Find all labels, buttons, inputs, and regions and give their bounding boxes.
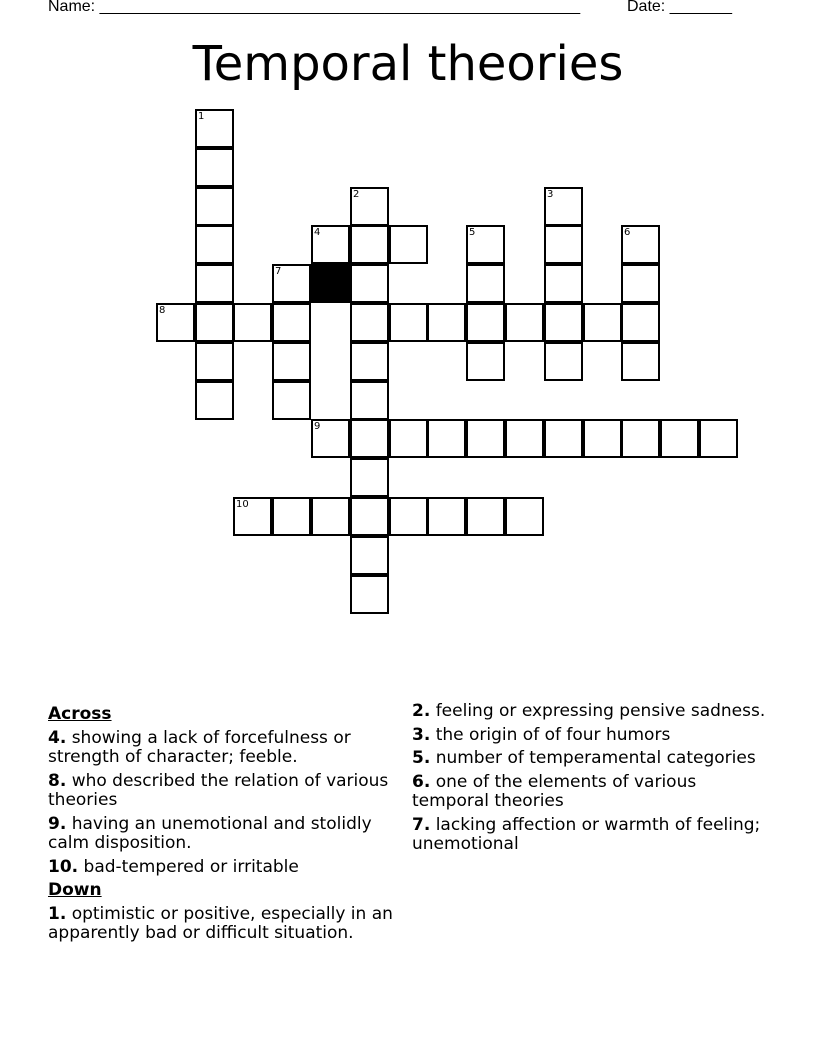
crossword-cell[interactable] <box>350 575 389 614</box>
crossword-cell[interactable] <box>621 342 660 381</box>
crossword-cell[interactable] <box>389 303 428 342</box>
clue-item <box>412 702 772 722</box>
crossword-cell[interactable] <box>621 303 660 342</box>
crossword-cell[interactable] <box>583 303 622 342</box>
clue-item-text: who described the relation of various theories <box>48 770 389 810</box>
blocked-cell <box>311 264 350 303</box>
clue-item <box>412 816 772 855</box>
clue-item <box>412 773 772 812</box>
crossword-cell[interactable] <box>233 303 272 342</box>
clue-number: 3 <box>547 189 554 200</box>
crossword-cell[interactable] <box>272 497 311 536</box>
crossword-cell[interactable] <box>195 225 234 264</box>
clue-number: 5 <box>469 227 476 238</box>
clue-number: 2 <box>353 189 360 200</box>
crossword-cell[interactable] <box>427 303 466 342</box>
crossword-cell[interactable] <box>195 109 234 148</box>
clue-item-text: lacking affection or warmth of feeling; unemotional <box>412 814 761 854</box>
crossword-cell[interactable] <box>544 419 583 458</box>
clue-number: 10 <box>236 499 249 510</box>
crossword-cell[interactable] <box>466 342 505 381</box>
clue-item-text: one of the elements of various temporal theories <box>412 771 697 811</box>
crossword-cell[interactable] <box>466 264 505 303</box>
crossword-cell[interactable] <box>272 264 311 303</box>
crossword-cell[interactable] <box>544 225 583 264</box>
clue-item-number: 3. <box>412 724 431 745</box>
clue-item <box>412 749 772 769</box>
crossword-cell[interactable] <box>544 342 583 381</box>
crossword-cell[interactable] <box>350 264 389 303</box>
clue-item-number: 4. <box>48 727 67 748</box>
clue-item-text: bad-tempered or irritable <box>78 856 299 877</box>
clue-item-number: 6. <box>412 771 431 792</box>
crossword-cell[interactable] <box>660 419 699 458</box>
crossword-cell[interactable] <box>311 497 350 536</box>
clue-item <box>48 858 408 878</box>
crossword-cell[interactable] <box>427 419 466 458</box>
clues-left-column <box>48 702 408 948</box>
clue-item <box>48 729 408 768</box>
crossword-cell[interactable] <box>544 303 583 342</box>
clue-item-text: having an unemotional and stolidly calm disposition. <box>48 813 372 853</box>
crossword-cell[interactable] <box>272 303 311 342</box>
clue-item-number: 1. <box>48 903 67 924</box>
clue-item <box>412 726 772 746</box>
clue-number: 4 <box>314 227 321 238</box>
clue-section-heading: Down <box>48 880 102 900</box>
clue-item-number: 2. <box>412 701 431 721</box>
crossword-cell[interactable] <box>195 342 234 381</box>
clues-right-column <box>412 702 772 859</box>
clue-number: 1 <box>198 111 205 122</box>
crossword-cell[interactable] <box>311 225 350 264</box>
crossword-cell[interactable] <box>350 381 389 420</box>
crossword-cell[interactable] <box>195 187 234 226</box>
clue-item-number: 8. <box>48 770 67 791</box>
clue-item-text: number of temperamental categories <box>430 748 756 768</box>
crossword-cell[interactable] <box>583 419 622 458</box>
clue-item <box>48 815 408 854</box>
clue-number: 7 <box>275 266 282 277</box>
crossword-cell[interactable] <box>156 303 195 342</box>
clue-section-heading: Across <box>48 704 112 724</box>
clue-item-text: feeling or expressing pensive sadness. <box>430 701 766 721</box>
clue-item-text: the origin of of four humors <box>430 724 671 745</box>
clue-item-number: 5. <box>412 748 431 768</box>
crossword-cell[interactable] <box>350 342 389 381</box>
name-field[interactable]: Name: ______________________________________________________ <box>48 0 581 15</box>
crossword-cell[interactable] <box>544 264 583 303</box>
crossword-cell[interactable] <box>350 225 389 264</box>
clue-item-number: 10. <box>48 856 79 877</box>
crossword-cell[interactable] <box>699 419 738 458</box>
crossword-cell[interactable] <box>544 187 583 226</box>
crossword-cell[interactable] <box>233 497 272 536</box>
crossword-cell[interactable] <box>195 264 234 303</box>
crossword-cell[interactable] <box>427 497 466 536</box>
crossword-cell[interactable] <box>195 303 234 342</box>
date-field[interactable]: Date: _______ <box>627 0 732 15</box>
crossword-cell[interactable] <box>466 225 505 264</box>
crossword-cell[interactable] <box>350 187 389 226</box>
clue-item <box>48 905 408 944</box>
clue-item-number: 9. <box>48 813 67 834</box>
crossword-cell[interactable] <box>350 536 389 575</box>
clue-number: 6 <box>624 227 631 238</box>
crossword-cell[interactable] <box>350 458 389 497</box>
crossword-cell[interactable] <box>621 225 660 264</box>
clue-item <box>48 772 408 811</box>
puzzle-title: Temporal theories <box>192 36 624 92</box>
clue-number: 8 <box>159 305 166 316</box>
crossword-cell[interactable] <box>505 419 544 458</box>
crossword-cell[interactable] <box>466 303 505 342</box>
crossword-cell[interactable] <box>466 419 505 458</box>
crossword-cell[interactable] <box>311 419 350 458</box>
crossword-cell[interactable] <box>195 381 234 420</box>
clue-number: 9 <box>314 421 321 432</box>
crossword-cell[interactable] <box>350 303 389 342</box>
crossword-cell[interactable] <box>389 225 428 264</box>
crossword-cell[interactable] <box>621 264 660 303</box>
crossword-cell[interactable] <box>272 381 311 420</box>
crossword-cell[interactable] <box>621 419 660 458</box>
crossword-cell[interactable] <box>389 419 428 458</box>
crossword-cell[interactable] <box>272 342 311 381</box>
clue-item-number: 7. <box>412 814 431 835</box>
clue-item-text: optimistic or positive, especially in an apparently bad or difficult situation. <box>48 903 393 943</box>
crossword-cell[interactable] <box>350 497 389 536</box>
crossword-cell[interactable] <box>350 419 389 458</box>
crossword-cell[interactable] <box>505 303 544 342</box>
clue-item-text: showing a lack of forcefulness or strength of character; feeble. <box>48 727 351 767</box>
crossword-cell[interactable] <box>389 497 428 536</box>
crossword-cell[interactable] <box>195 148 234 187</box>
crossword-cell[interactable] <box>505 497 544 536</box>
crossword-cell[interactable] <box>466 497 505 536</box>
